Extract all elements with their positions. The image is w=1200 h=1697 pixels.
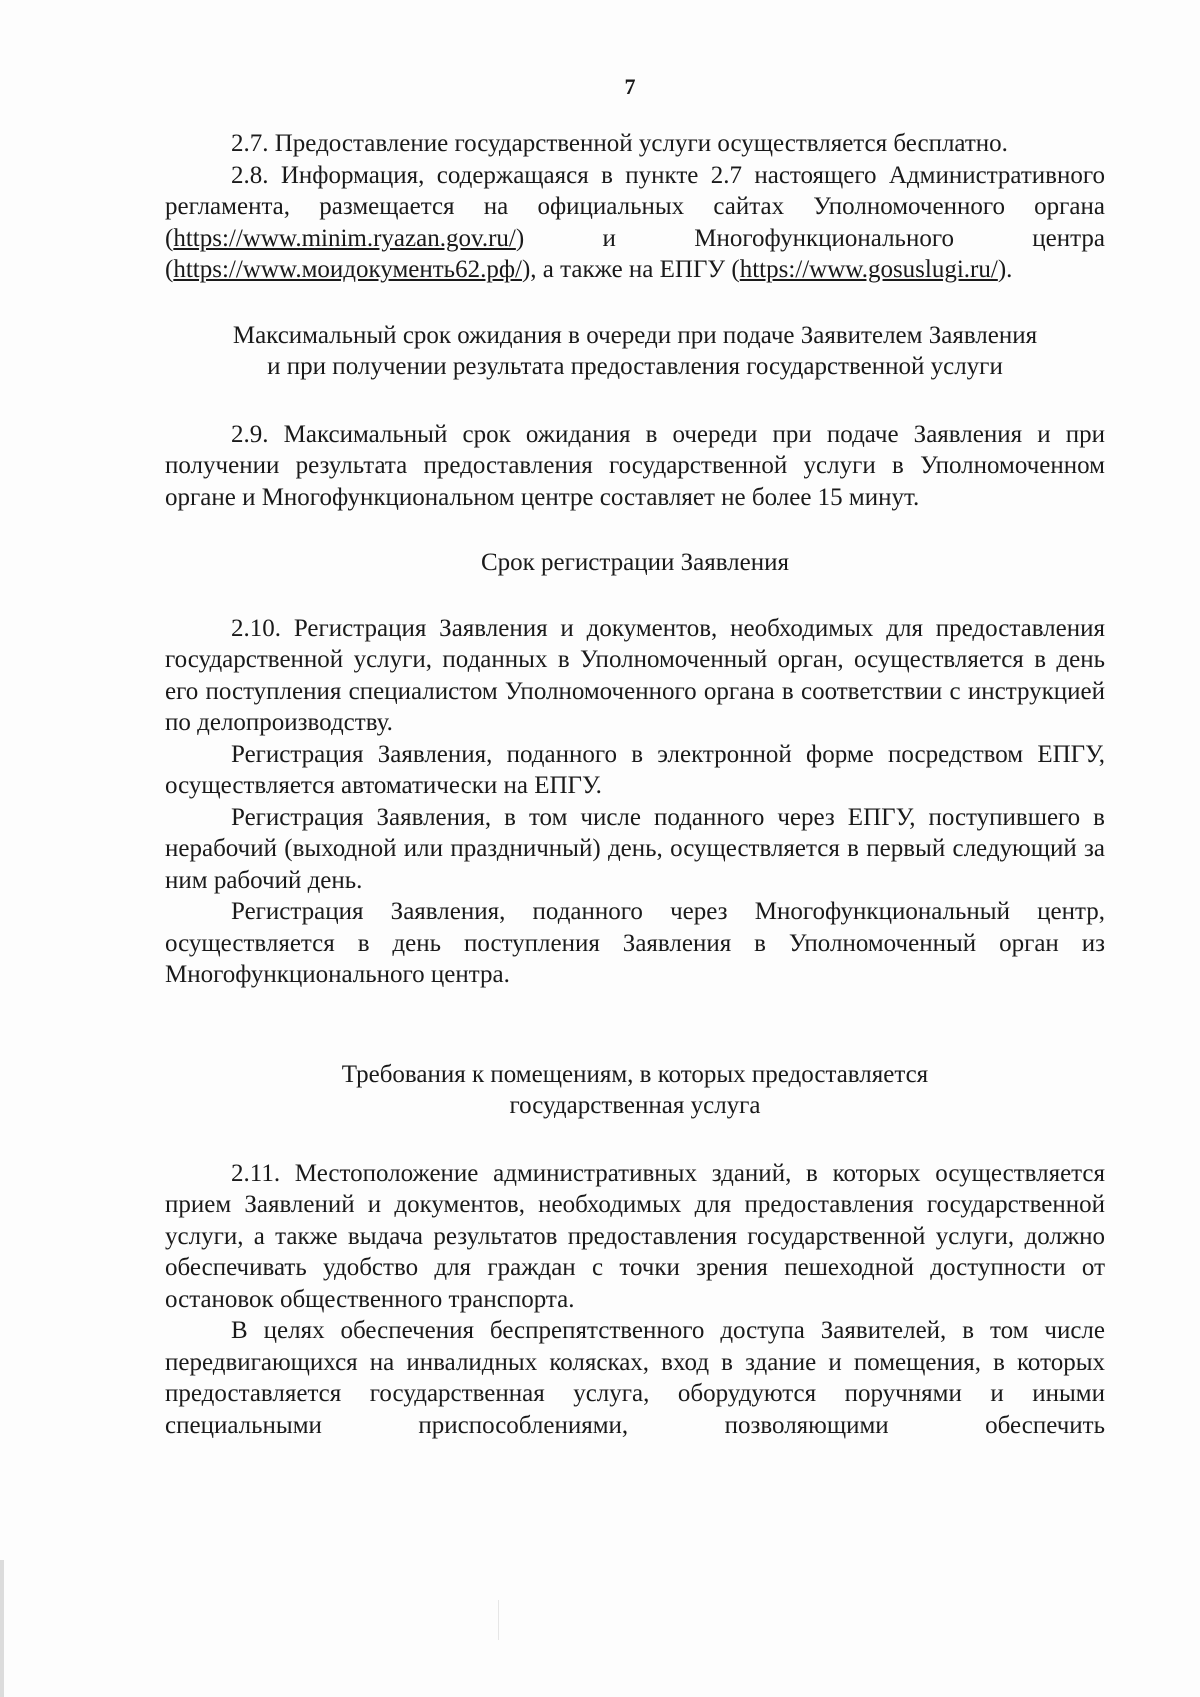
heading-registration: Срок регистрации Заявления (480, 549, 790, 576)
scan-artifact (498, 1600, 499, 1640)
paragraph-2-8-text-4: ). (997, 256, 1013, 283)
paragraph-2-7: 2.7. Предоставление государственной услуги осуществляется бесплатно. (231, 130, 1008, 157)
link-gosuslugi[interactable]: https://www.gosuslugi.ru/ (739, 256, 998, 283)
heading-queue-line-1: Максимальный срок ожидания в очереди при подаче Заявителем Заявления (232, 321, 1038, 349)
document-body (165, 128, 1105, 1441)
link-minim-ryazan[interactable]: https://www.minim.ryazan.gov.ru/ (173, 224, 516, 252)
paragraph-2-8 (165, 160, 1105, 286)
paragraph-2-10-2: Регистрация Заявления, поданного в электронной форме посредством ЕПГУ, осуществляется автоматически на ЕПГУ. (165, 740, 1105, 799)
paragraph-2-8-text-3: ), а также на ЕПГУ ( (521, 256, 740, 283)
link-moidokumenty62[interactable]: https://www.моидокументь62.рф/ (173, 256, 522, 283)
paragraph-2-8-text-1: 2.8. Информация, содержащаяся в пункте 2.7 настоящего Административного регламента, размещается на официальных сайтах Уполномоченного органа ( (165, 161, 1105, 252)
heading-premises-line-1: Требования к помещениям, в которых предоставляется (341, 1060, 929, 1088)
heading-premises-line-2: государственная услуга (509, 1092, 761, 1119)
paragraph-2-11-2: В целях обеспечения беспрепятственного доступа Заявителей, в том числе передвигающихся на инвалидных колясках, вход в здание и помещения, в которых предоставляется государственная услуга, оборудуются поручнями и иными специальными приспособлениями, позволяющими обеспечить (165, 1317, 1105, 1439)
paragraph-2-10-3: Регистрация Заявления, в том числе поданного через ЕПГУ, поступившего в нерабочий (выходной или праздничный) день, осуществляется в первый следующий за ним рабочий день. (165, 803, 1105, 894)
heading-queue-line-2: и при получении результата предоставления государственной услуги (267, 353, 1003, 380)
page-number: 7 (624, 74, 636, 99)
paragraph-2-10-4: Регистрация Заявления, поданного через Многофункциональный центр, осуществляется в день поступления Заявления в Уполномоченный орган из Многофункционального центра. (165, 898, 1105, 988)
paragraph-2-8-text-2: ) и Многофункционального центра ( (165, 224, 1105, 283)
paragraph-2-11-1: 2.11. Местоположение административных зданий, в которых осуществляется прием Заявлений и документов, необходимых для предоставления государственной услуги, а также выдача результатов предоставления государственной услуги, должно обеспечивать удобство для граждан с точки зрения пешеходной доступности от остановок общественного транспорта. (165, 1159, 1105, 1313)
paragraph-2-10-1: 2.10. Регистрация Заявления и документов, необходимых для предоставления государственной услуги, поданных в Уполномоченный орган, осуществляется в день его поступления специалистом Уполномоченного органа в соответствии с инструкцией по делопроизводству. (165, 614, 1105, 736)
scan-edge-artifact (0, 1560, 4, 1697)
paragraph-2-9: 2.9. Максимальный срок ожидания в очереди при подаче Заявления и при получении результата предоставления государственной услуги в Уполномоченном органе и Многофункциональном центре составляет не более 15 минут. (165, 420, 1105, 511)
